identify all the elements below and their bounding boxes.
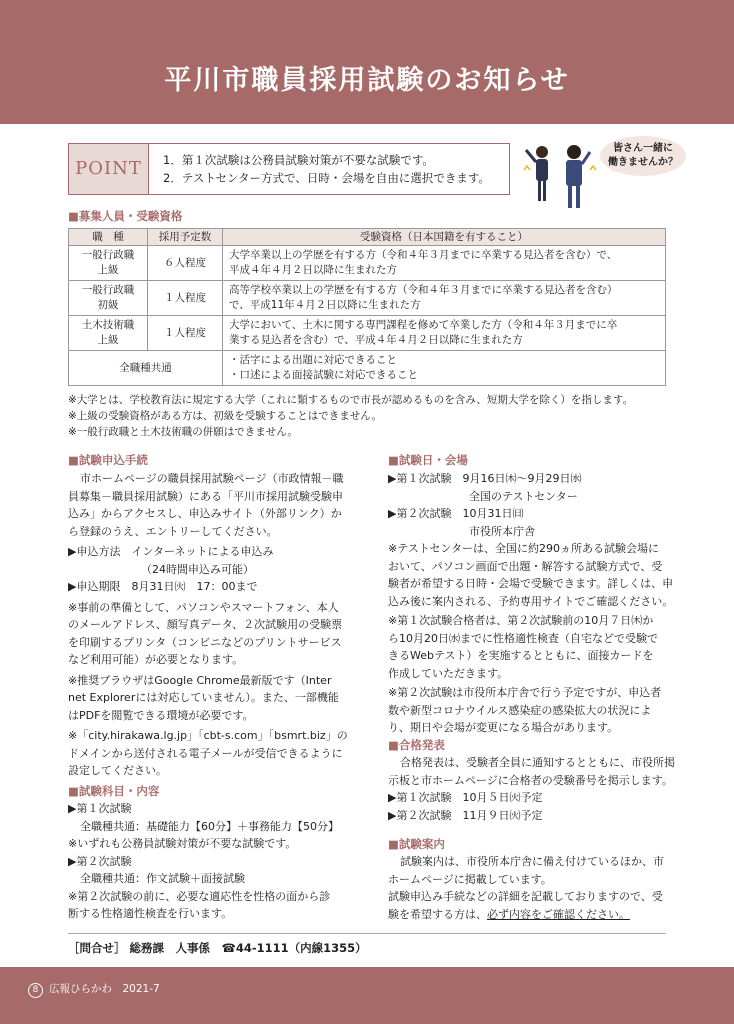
page-number: 8 [28,983,43,998]
page-title: 平川市職員採用試験のお知らせ [164,65,570,96]
hiring-count: １人程度 [148,316,223,351]
results-text: 合格発表は、受験者全員に通知するとともに、市役所掲 [400,756,675,769]
apply-text: 込み」からアクセスし、申込みサイト（外部リンク）か [68,507,342,520]
method-label: ▶申込方法 [68,545,121,558]
apply-note: 設定してください。 [68,764,167,777]
speech-bubble [600,136,686,176]
point-items [163,151,490,187]
schedule-note: おいて、パソコン画面で出題・解答する試験方式で、受 [388,559,663,573]
qualification: 大学において、土木に関する専門課程を修めて卒業した方（令和４年３月までに卒 [229,319,618,331]
apply-note: ドメインから送付される電子メールが受信できるように [68,746,343,760]
first-exam-date: 9月16日㈭～9月29日㈬ [462,472,582,485]
business-people-illustration [518,140,600,212]
first-exam-place: 全国のテストセンター [469,489,578,503]
hiring-count: １人程度 [148,281,223,316]
apply-note: など利用可能）が必要となります。 [68,653,244,666]
schedule-note: 験者が希望する日時・会場で受験できます。詳しくは、申 [388,577,674,590]
schedule-section [388,470,678,737]
results-heading: ■合格発表 [388,738,445,752]
second-exam-place: 市役所本庁舎 [469,524,535,538]
guide-text: 験を希望する方は、 [388,907,487,921]
apply-text: 市ホームページの職員採用試験ページ（市政情報－職 [80,472,344,485]
second-exam-label: ▶第２次試験 [388,507,452,520]
recruit-table [68,228,666,386]
subjects-heading: ■試験科目・内容 [68,784,160,798]
table-row [69,246,666,281]
method-value: インターネットによる申込み [131,545,274,558]
point-label: POINT [69,144,149,194]
apply-note: のメールアドレス、顔写真データ、２次試験用の受験票 [68,618,343,631]
title-banner [0,0,734,124]
guide-section [388,853,678,923]
schedule-heading: ■試験日・会場 [388,453,468,467]
footer-bar [0,967,734,1024]
note: ※大学とは、学校教育法に規定する大学（これに類するもので市長が認めるものを含み、短期大学を除く）を指します。 [68,394,634,406]
qualification: 大学卒業以上の学歴を有する方（令和４年３月までに卒業する見込者を含む）で、 [229,249,618,261]
table-header: 受験資格（日本国籍を有すること） [223,229,666,246]
table-row [69,351,666,386]
results-text: 示板と市ホームページに合格者の受験番号を掲示します。 [388,773,673,787]
table-row [69,316,666,351]
common-label: 全職種共通 [69,351,223,386]
bubble-line: 皆さん一緒に [613,143,673,154]
first-exam-content: 全職種共通：基礎能力【60分】＋事務能力【50分】 [80,819,339,833]
table-row [69,281,666,316]
table-header: 採用予定数 [148,229,223,246]
deadline-label: ▶申込期限 [68,580,121,593]
first-result-date: 10月５日㈫予定 [462,791,543,804]
schedule-note: ら10月20日㈬までに性格適性検査（自宅などで受験で [388,631,658,645]
apply-note: を印刷するプリンタ（コンビニなどのプリントサービス [68,635,342,649]
qualification: 高等学校卒業以上の学歴を有する方（令和４年３月までに卒業する見込者を含む） [229,284,618,296]
divider [68,933,666,934]
qualification: で、平成11年４月２日以降に生まれた方 [229,299,421,311]
qualification: ・活字による出題に対応できること [229,354,397,366]
contact-info: ［問合せ］ 総務課 人事係 ☎44-1111（内線1355） [68,941,367,955]
point-item: 1．第１次試験は公務員試験対策が不要な試験です。 [163,153,434,167]
qualification: 業する見込者を含む）で、平成４年４月２日以降に生まれた方 [229,334,523,346]
guide-emphasis: 必ず内容をご確認ください。 [487,907,630,921]
subjects-note: ※いずれも公務員試験対策が不要な試験です。 [68,837,297,850]
first-exam-label: ▶第１次試験 [68,802,132,815]
apply-note: ※「city.hirakawa.lg.jp」「cbt-s.com」「bsmrt.biz」の [68,729,348,742]
second-exam-label: ▶第２次試験 [68,854,132,868]
schedule-note: り、期日や会場が変更になる場合があります。 [388,721,619,734]
guide-text: 試験申込み手続などの詳細を記載しておりますので、受 [388,890,663,903]
apply-text: ら登録のうえ、エントリーしてください。 [68,524,278,538]
apply-text: 員募集－職員採用試験）にある「平川市採用試験受験申 [68,489,343,503]
job-name: 一般行政職 [81,249,135,261]
schedule-note: ※テストセンターは、全国に約290ヵ所ある試験会場に [388,542,660,555]
schedule-note: 作成していただきます。 [388,666,509,680]
deadline-value: 8月31日㈫ 17：00まで [131,580,258,593]
note: ※上級の受験資格がある方は、初級を受験することはできません。 [68,410,382,422]
publication-name: 広報ひらかわ 2021-7 [49,983,160,995]
job-level: 上級 [97,334,119,346]
second-exam-date: 10月31日㈰ [462,507,524,520]
recruit-notes [68,392,633,440]
apply-note: ※事前の準備として、パソコンやスマートフォン、本人 [68,600,339,614]
method-sub: （24時間申込み可能） [141,562,254,576]
apply-heading: ■試験申込手続 [68,453,148,467]
schedule-note: きるWebテスト）を実施するとともに、面接カードを [388,649,654,662]
recruit-heading: ■募集人員・受験資格 [68,209,183,223]
apply-note: net Explorerには対応していません）。また、一部機能 [68,691,339,704]
bubble-line: 働きませんか？ [608,157,678,168]
apply-note: ※推奨ブラウザはGoogle Chrome最新版です（Inter [68,673,332,687]
schedule-note: ※第２次試験は市役所本庁舎で行う予定ですが、申込者 [388,686,662,699]
qualification: 平成４年４月２日以降に生まれた方 [229,264,397,276]
subjects-section [68,800,368,923]
schedule-note: 込み後に案内される、予約専用サイトでご確認ください。 [388,594,674,608]
qualification: ・口述による面接試験に対応できること [229,369,418,381]
apply-section [68,470,368,780]
table-header: 職 種 [69,229,148,246]
guide-text: ホームページに掲載しています。 [388,872,552,886]
guide-text: 試験案内は、市役所本庁舎に備え付けているほか、市 [400,855,664,868]
job-name: 土木技術職 [81,319,135,331]
apply-note: はPDFを閲覧できる環境が必要です。 [68,708,254,722]
schedule-note: ※第１次試験合格者は、第２次試験前の10月７日㈭か [388,614,654,627]
hiring-count: ６人程度 [148,246,223,281]
job-level: 上級 [97,264,119,276]
second-exam-label: ▶第２次試験 [388,808,452,822]
first-exam-label: ▶第１次試験 [388,472,452,485]
note: ※一般行政職と土木技術職の併願はできません。 [68,426,298,438]
second-result-date: 11月９日㈫予定 [462,808,543,822]
results-section [388,754,678,824]
second-exam-content: 全職種共通：作文試験＋面接試験 [80,872,245,885]
guide-heading: ■試験案内 [388,837,445,851]
job-level: 初級 [97,299,119,311]
schedule-note: 数や新型コロナウイルス感染症の感染拡大の状況によ [388,703,652,717]
job-name: 一般行政職 [81,284,135,296]
footer-text [28,981,160,998]
subjects-note: 断する性格適性検査を行います。 [68,907,233,920]
point-item: 2．テストセンター方式で、日時・会場を自由に選択できます。 [163,171,490,185]
first-exam-label: ▶第１次試験 [388,791,452,804]
point-box [68,143,510,195]
subjects-note: ※第２次試験の前に、必要な適応性を性格の面から診 [68,889,331,903]
